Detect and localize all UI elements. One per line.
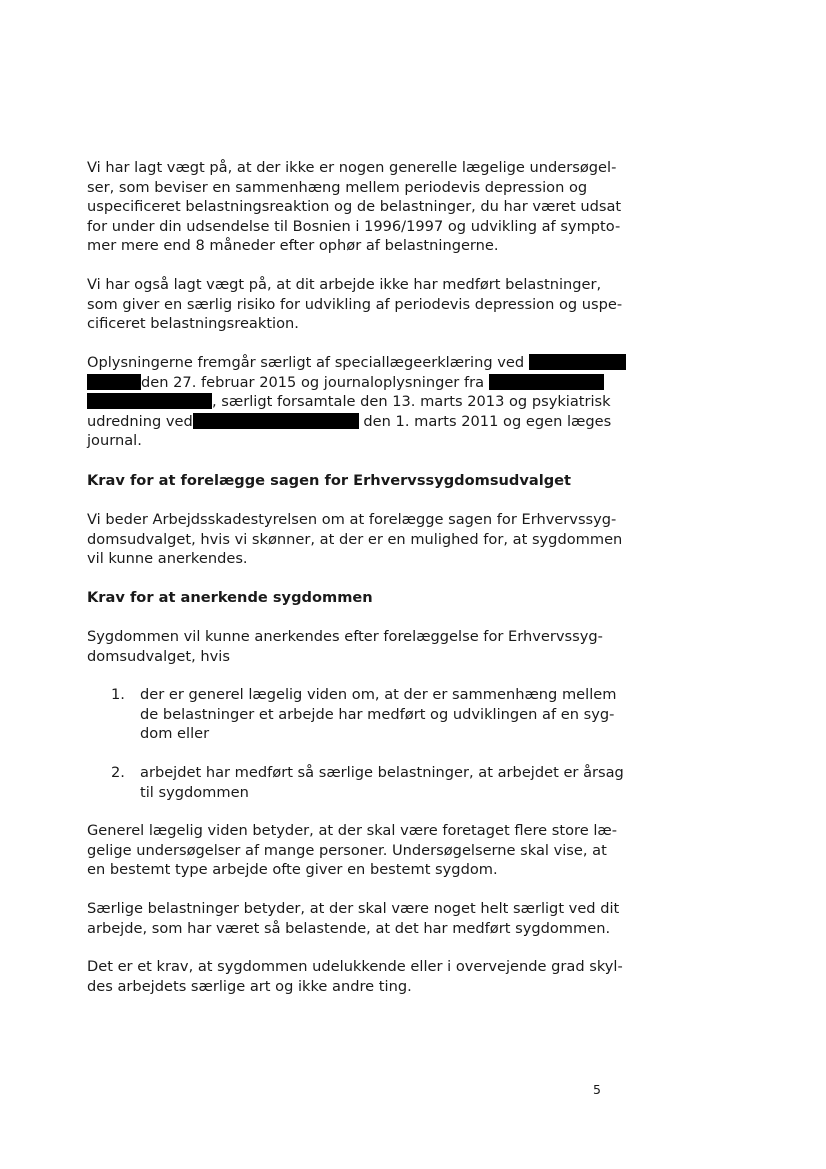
redaction-block	[87, 374, 141, 390]
list-item-text	[140, 763, 624, 802]
text-segment: udredning ved	[87, 412, 193, 430]
text-line: dom eller	[140, 725, 210, 742]
text-segment: den 27. februar 2015 og journaloplysninger fra	[141, 373, 489, 391]
list-number: 1.	[111, 686, 125, 703]
text-line	[87, 353, 607, 373]
text-line: uspecificeret belastningsreaktion og de belastninger, du har været udsat	[87, 198, 622, 215]
text-line: Vi beder Arbejdsskadestyrelsen om at forelægge sagen for Erhvervssyg-	[87, 511, 617, 528]
text-line: der er generel lægelig viden om, at der er sammenhæng mellem	[140, 686, 617, 703]
list-item-text	[140, 685, 616, 744]
text-line: til sygdommen	[140, 783, 249, 801]
section-heading-recognition: Krav for at anerkende sygdommen	[87, 589, 373, 606]
paragraph-weight-work-strain	[87, 275, 623, 334]
text-line: domsudvalget, hvis vi skønner, at der er en mulighed for, at sygdommen	[87, 530, 623, 548]
text-line: for under din udsendelse til Bosnien i 1996/1997 og udvikling af sympto-	[87, 217, 621, 235]
text-line: cificeret belastningsreaktion.	[87, 315, 299, 332]
paragraph-special-strain	[87, 899, 620, 938]
text-segment: Oplysningerne fremgår særligt af speciallægeerklæring ved	[87, 354, 529, 371]
text-line: Vi har lagt vægt på, at der ikke er nogen generelle lægelige undersøgel-	[87, 159, 617, 176]
section-heading-submit-case: Krav for at forelægge sagen for Erhvervssygdomsudvalget	[87, 472, 572, 489]
text-line: gelige undersøgelser af mange personer. Undersøgelserne skal vise, at	[87, 841, 607, 859]
text-line: domsudvalget, hvis	[87, 647, 230, 665]
text-line: des arbejdets særlige art og ikke andre ting.	[87, 977, 412, 995]
paragraph-requirement	[87, 957, 623, 996]
text-line: Særlige belastninger betyder, at der skal være noget helt særligt ved dit	[87, 900, 620, 917]
text-line: Generel lægelig viden betyder, at der skal være foretaget flere store læ-	[87, 822, 617, 839]
text-line: de belastninger et arbejde har medført og udviklingen af en syg-	[140, 705, 615, 723]
redaction-block	[87, 393, 212, 409]
text-line: vil kunne anerkendes.	[87, 550, 248, 567]
text-segment: , særligt forsamtale den 13. marts 2013 og psykiatrisk	[212, 393, 611, 410]
redaction-block	[489, 374, 604, 390]
text-line: Vi har også lagt vægt på, at dit arbejde ikke har medført belastninger,	[87, 276, 602, 293]
text-line: en bestemt type arbejde ofte giver en bestemt sygdom.	[87, 861, 498, 878]
list-number: 2.	[111, 764, 125, 781]
text-line	[87, 373, 607, 393]
text-line: mer mere end 8 måneder efter ophør af belastningerne.	[87, 237, 499, 254]
page-number: 5	[593, 1082, 601, 1097]
redaction-block	[193, 413, 359, 429]
text-segment: den 1. marts 2011 og egen læges	[358, 412, 612, 430]
paragraph-weight-medical-evidence	[87, 158, 622, 256]
text-line: ser, som beviser en sammenhæng mellem periodevis depression og	[87, 178, 588, 196]
paragraph-general-knowledge	[87, 821, 617, 880]
text-line: arbejdet har medført så særlige belastninger, at arbejdet er årsag	[140, 764, 624, 781]
text-line	[87, 412, 612, 432]
paragraph-sources	[87, 353, 612, 451]
text-line: arbejde, som har været så belastende, at det har medført sygdommen.	[87, 919, 611, 937]
paragraph-request-submission	[87, 510, 623, 569]
text-line	[87, 392, 611, 412]
text-line: journal.	[87, 432, 142, 449]
text-line: Det er et krav, at sygdommen udelukkende eller i overvejende grad skyl-	[87, 958, 623, 975]
paragraph-recognition-conditions	[87, 627, 607, 666]
text-line: Sygdommen vil kunne anerkendes efter forelæggelse for Erhvervssyg-	[87, 628, 603, 645]
text-line: som giver en særlig risiko for udvikling af periodevis depression og uspe-	[87, 295, 623, 313]
redaction-block	[529, 354, 626, 370]
